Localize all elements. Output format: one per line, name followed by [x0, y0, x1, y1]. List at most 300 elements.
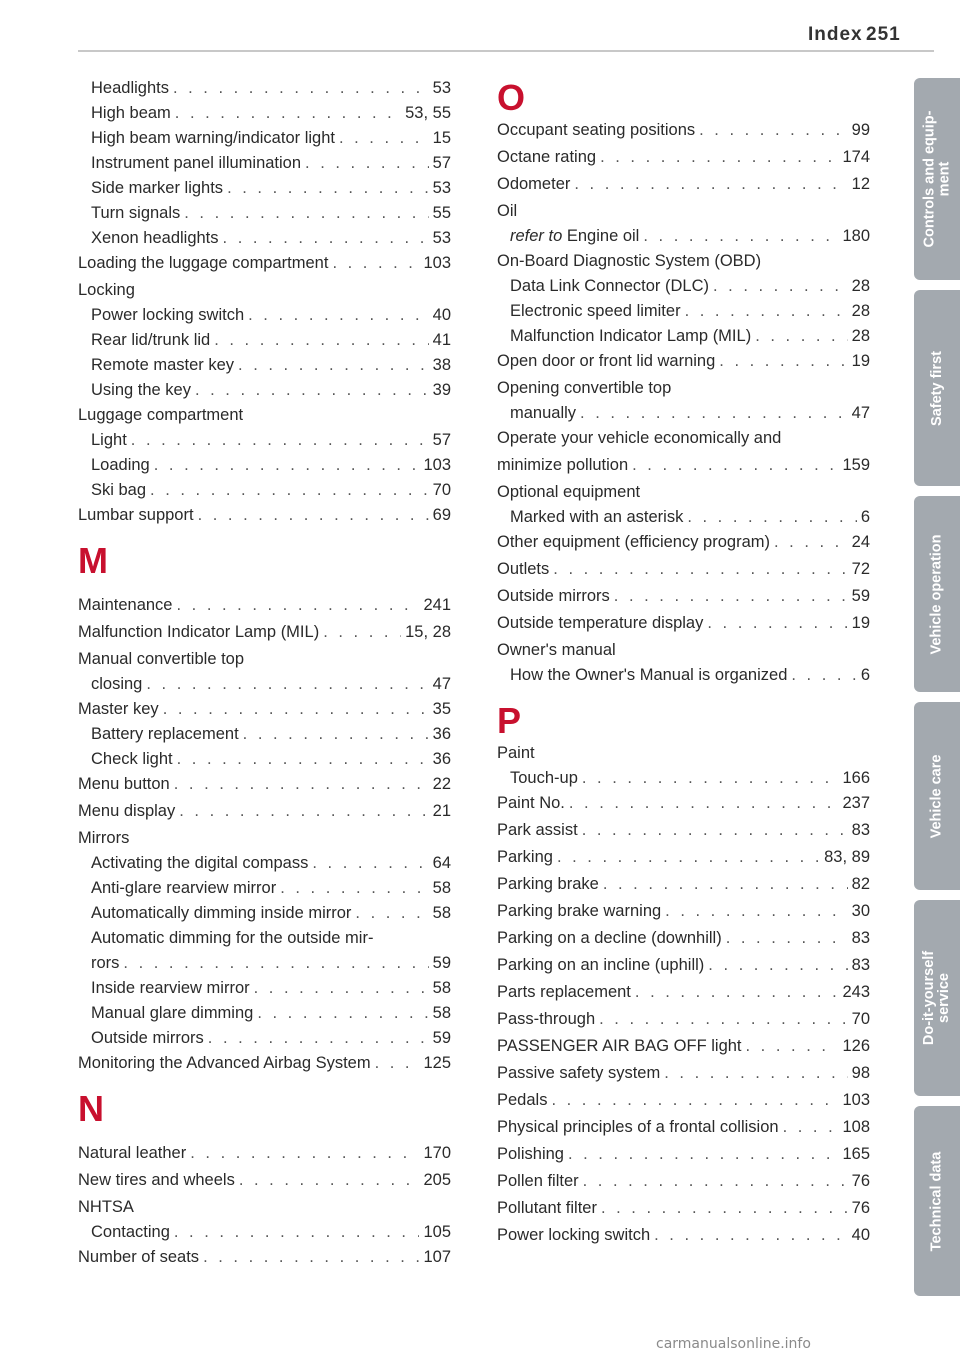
page-reference: 57: [432, 154, 451, 172]
page-reference: 41: [432, 331, 451, 349]
index-entry: [497, 349, 870, 374]
index-entry: [497, 791, 870, 816]
page-reference: 76: [851, 1172, 870, 1190]
dot-leader: [687, 505, 856, 530]
dot-leader: [553, 557, 847, 582]
index-entry: [497, 872, 870, 897]
page-reference: 83: [851, 821, 870, 839]
dot-leader: [174, 1220, 420, 1245]
page-reference: 47: [851, 404, 870, 422]
entry-term: Inside rearview mirror: [91, 979, 250, 997]
page-reference: 30: [851, 902, 870, 920]
dot-leader: [783, 1115, 839, 1140]
page-reference: 59: [851, 587, 870, 605]
entry-term: High beam warning/indicator light: [91, 129, 335, 147]
section-tab-label: Do-it-yourself service: [921, 950, 952, 1046]
page-reference: 70: [851, 1010, 870, 1028]
index-entry: [497, 611, 870, 636]
index-entry: [497, 1196, 870, 1221]
entry-term: Number of seats: [78, 1248, 200, 1266]
index-subentry: [78, 1220, 451, 1245]
page-number: 251: [866, 24, 901, 45]
entry-term: Malfunction Indicator Lamp (MIL): [510, 327, 752, 345]
entry-term: Automatically dimming inside mirror: [91, 904, 352, 922]
section-tab-5[interactable]: [914, 900, 960, 1096]
dot-leader: [214, 328, 428, 353]
page-reference: 21: [432, 802, 451, 820]
dot-leader: [339, 126, 429, 151]
index-subentry: [78, 76, 451, 101]
page-reference: 58: [432, 879, 451, 897]
entry-term: Luggage compartment: [78, 406, 244, 424]
index-subentry: [78, 747, 451, 772]
index-subentry: [497, 401, 870, 426]
page-reference: 28: [851, 302, 870, 320]
entry-term: High beam: [91, 104, 171, 122]
entry-term: Parking on a decline (downhill): [497, 929, 722, 947]
index-entry: [497, 1061, 870, 1086]
page-reference: 19: [851, 614, 870, 632]
index-entry: [78, 772, 451, 797]
index-entry: [78, 503, 451, 528]
dot-leader: [603, 872, 848, 897]
dot-leader: [243, 722, 429, 747]
entry-term: Touch-up: [510, 769, 578, 787]
page-reference: 15, 28: [405, 623, 451, 641]
page-reference: 72: [851, 560, 870, 578]
index-entry: [497, 953, 870, 978]
page-reference: 108: [842, 1118, 870, 1136]
index-entry: [497, 1007, 870, 1032]
page-reference: 22: [432, 775, 451, 793]
index-subentry: [78, 378, 451, 403]
page-reference: 35: [432, 700, 451, 718]
entry-term: Natural leather: [78, 1144, 187, 1162]
index-entry: [497, 899, 870, 924]
header-title: Index: [808, 24, 863, 45]
page-reference: 19: [851, 352, 870, 370]
dot-leader: [203, 1245, 419, 1270]
index-entry: [78, 1168, 451, 1193]
entry-term: Operate your vehicle economically and: [497, 429, 782, 447]
dot-leader: [664, 1061, 847, 1086]
entry-term: Octane rating: [497, 148, 597, 166]
entry-term: Pollutant filter: [497, 1199, 597, 1217]
entry-term: PASSENGER AIR BAG OFF light: [497, 1037, 742, 1055]
entry-term: Loading: [91, 456, 150, 474]
entry-term: Master key: [78, 700, 159, 718]
entry-term: Rear lid/trunk lid: [91, 331, 211, 349]
entry-term: Manual convertible top: [78, 650, 245, 668]
page-reference: 12: [851, 175, 870, 193]
index-entry: [497, 376, 870, 401]
page-reference: 40: [851, 1226, 870, 1244]
entry-term: Owner's manual: [497, 641, 616, 659]
section-tab-label: Controls and equip- ment: [921, 110, 952, 248]
index-entry: [497, 980, 870, 1005]
index-subentry: [78, 353, 451, 378]
entry-term: Outlets: [497, 560, 550, 578]
page-reference: 40: [432, 306, 451, 324]
dot-leader: [175, 101, 401, 126]
entry-term: Light: [91, 431, 127, 449]
entry-term: Side marker lights: [91, 179, 224, 197]
index-entry: [497, 249, 870, 274]
entry-term: Data Link Connector (DLC): [510, 277, 709, 295]
index-subentry: [78, 151, 451, 176]
section-tab-2[interactable]: [914, 290, 960, 486]
index-entry: [78, 620, 451, 645]
page-reference: 237: [842, 794, 870, 812]
section-tab-label: Vehicle operation: [928, 533, 945, 655]
dot-leader: [755, 324, 847, 349]
entry-term: Electronic speed limiter: [510, 302, 681, 320]
entry-term: Menu button: [78, 775, 170, 793]
dot-leader: [551, 1088, 838, 1113]
entry-term: Locking: [78, 281, 135, 299]
entry-term: closing: [91, 675, 143, 693]
index-subentry: [78, 303, 451, 328]
dot-leader: [708, 953, 847, 978]
page-reference: 69: [432, 506, 451, 524]
index-subentry: [497, 274, 870, 299]
index-entry: [78, 593, 451, 618]
dot-leader: [707, 611, 847, 636]
index-subentry: [78, 722, 451, 747]
dot-leader: [312, 851, 428, 876]
dot-leader: [198, 503, 429, 528]
page-reference: 103: [423, 254, 451, 272]
dot-leader: [227, 176, 429, 201]
dot-leader: [375, 1051, 420, 1076]
page-reference: 98: [851, 1064, 870, 1082]
page-reference: 28: [851, 327, 870, 345]
page-reference: 165: [842, 1145, 870, 1163]
dot-leader: [239, 1168, 420, 1193]
dot-leader: [190, 1141, 419, 1166]
index-entry: [497, 1169, 870, 1194]
page-reference: 83: [851, 929, 870, 947]
dot-leader: [248, 303, 429, 328]
dot-leader: [195, 378, 429, 403]
page-reference: 53: [432, 179, 451, 197]
entry-term: Malfunction Indicator Lamp (MIL): [78, 623, 320, 641]
entry-term: Paint No.: [497, 794, 565, 812]
entry-term: Park assist: [497, 821, 578, 839]
dot-leader: [713, 274, 848, 299]
index-entry: [497, 1088, 870, 1113]
dot-leader: [614, 584, 848, 609]
dot-leader: [719, 349, 847, 374]
index-subentry: [497, 505, 870, 530]
dot-leader: [774, 530, 848, 555]
index-subentry: [78, 201, 451, 226]
index-subentry: [78, 226, 451, 251]
dot-leader: [150, 478, 429, 503]
page-reference: 105: [423, 1223, 451, 1241]
watermark: carmanualsonline.info: [656, 1336, 811, 1352]
index-entry: [78, 1141, 451, 1166]
index-subentry: [78, 851, 451, 876]
entry-term: Optional equipment: [497, 483, 641, 501]
dot-leader: [699, 118, 848, 143]
index-subentry: [78, 453, 451, 478]
entry-term: Check light: [91, 750, 173, 768]
entry-term: Parking brake warning: [497, 902, 662, 920]
entry-term: manually: [510, 404, 577, 422]
page-reference: 83: [851, 956, 870, 974]
dot-leader: [208, 1026, 429, 1051]
page-reference: 36: [432, 725, 451, 743]
entry-term: Headlights: [91, 79, 169, 97]
entry-term: Opening convertible top: [497, 379, 672, 397]
entry-term: Loading the luggage compartment: [78, 254, 329, 272]
index-entry: [497, 172, 870, 197]
index-entry: [497, 1142, 870, 1167]
section-tab-6[interactable]: [914, 1106, 960, 1296]
index-entry: [78, 647, 451, 672]
index-entry: [497, 584, 870, 609]
index-entry: [497, 926, 870, 951]
entry-term: Physical principles of a frontal collision: [497, 1118, 779, 1136]
index-entry: [78, 799, 451, 824]
page-reference: 70: [432, 481, 451, 499]
section-tab-1[interactable]: [914, 78, 960, 280]
index-subentry: [497, 299, 870, 324]
index-subentry: [78, 672, 451, 697]
cross-reference-target: Engine oil: [566, 227, 640, 245]
page-reference: 107: [423, 1248, 451, 1266]
index-subentry: [78, 328, 451, 353]
page-reference: 82: [851, 875, 870, 893]
section-letter-m: M: [78, 540, 108, 581]
page-reference: 64: [432, 854, 451, 872]
dot-leader: [746, 1034, 839, 1059]
dot-leader: [254, 976, 429, 1001]
index-entry: [78, 403, 451, 428]
entry-term: Anti-glare rearview mirror: [91, 879, 277, 897]
entry-term: Outside temperature display: [497, 614, 704, 632]
index-entry: [497, 426, 870, 451]
section-tab-label: Technical data: [928, 1151, 945, 1251]
entry-term: Marked with an asterisk: [510, 508, 684, 526]
entry-term: minimize pollution: [497, 456, 629, 474]
page-reference: 180: [842, 227, 870, 245]
entry-term: Parts replacement: [497, 983, 631, 1001]
page-reference: 83, 89: [824, 848, 870, 866]
page-reference: 6: [860, 666, 870, 684]
index-subentry: [497, 324, 870, 349]
entry-term: How the Owner's Manual is organized: [510, 666, 788, 684]
entry-term: NHTSA: [78, 1198, 134, 1216]
index-entry: [497, 118, 870, 143]
header-rule: [78, 50, 934, 52]
entry-term: Outside mirrors: [497, 587, 610, 605]
entry-term: Power locking switch: [497, 1226, 651, 1244]
page-reference: 58: [432, 1004, 451, 1022]
index-entry: [78, 1245, 451, 1270]
index-subentry: [78, 926, 451, 951]
index-entry: [497, 530, 870, 555]
index-entry: [497, 1034, 870, 1059]
dot-leader: [163, 697, 429, 722]
page-reference: 55: [432, 204, 451, 222]
section-letter-n: N: [78, 1088, 104, 1129]
dot-leader: [238, 353, 429, 378]
index-entry: [497, 741, 870, 766]
entry-term: Using the key: [91, 381, 191, 399]
entry-term: Xenon headlights: [91, 229, 219, 247]
entry-term: Contacting: [91, 1223, 170, 1241]
page-reference: 39: [432, 381, 451, 399]
page-reference: 170: [423, 1144, 451, 1162]
page-reference: 126: [842, 1037, 870, 1055]
dot-leader: [632, 453, 838, 478]
index-subentry: [78, 1026, 451, 1051]
page-reference: 243: [842, 983, 870, 1001]
page-reference: 47: [432, 675, 451, 693]
page-reference: 59: [432, 954, 451, 972]
index-subentry: [78, 478, 451, 503]
index-entry: [497, 145, 870, 170]
page-reference: 76: [851, 1199, 870, 1217]
page-reference: 103: [842, 1091, 870, 1109]
entry-term: Monitoring the Advanced Airbag System: [78, 1054, 371, 1072]
entry-term: Instrument panel illumination: [91, 154, 302, 172]
page-reference: 53: [432, 229, 451, 247]
entry-term: Ski bag: [91, 481, 147, 499]
entry-term: Pass-through: [497, 1010, 596, 1028]
dot-leader: [582, 818, 848, 843]
dot-leader: [791, 663, 856, 688]
page-reference: 99: [851, 121, 870, 139]
page-reference: 205: [423, 1171, 451, 1189]
entry-term: Parking brake: [497, 875, 599, 893]
entry-term: rors: [91, 954, 120, 972]
section-tab-label: Safety first: [928, 350, 945, 426]
dot-leader: [146, 672, 428, 697]
index-subentry: [78, 876, 451, 901]
index-subentry: [78, 428, 451, 453]
page-reference: 15: [432, 129, 451, 147]
index-entry: [497, 1223, 870, 1248]
page-reference: 174: [842, 148, 870, 166]
dot-leader: [179, 799, 428, 824]
index-entry: [78, 278, 451, 303]
entry-term: Lumbar support: [78, 506, 194, 524]
dot-leader: [568, 1142, 839, 1167]
section-letter-p: P: [497, 700, 522, 741]
dot-leader: [131, 428, 429, 453]
index-entry: [497, 638, 870, 663]
dot-leader: [580, 401, 848, 426]
page-reference: 28: [851, 277, 870, 295]
dot-leader: [173, 76, 429, 101]
entry-term: Other equipment (efficiency program): [497, 533, 770, 551]
entry-term: Passive safety system: [497, 1064, 661, 1082]
entry-term: Outside mirrors: [91, 1029, 204, 1047]
dot-leader: [643, 224, 838, 249]
dot-leader: [599, 1007, 848, 1032]
entry-term: Open door or front lid warning: [497, 352, 716, 370]
section-tab-4[interactable]: [914, 702, 960, 890]
dot-leader: [174, 772, 429, 797]
page-reference: 38: [432, 356, 451, 374]
dot-leader: [123, 951, 428, 976]
page-reference: 166: [842, 769, 870, 787]
index-subentry: [497, 224, 870, 249]
entry-term: Paint: [497, 744, 535, 762]
entry-term: Mirrors: [78, 829, 130, 847]
index-entry: [78, 251, 451, 276]
entry-term: New tires and wheels: [78, 1171, 235, 1189]
index-entry: [78, 1051, 451, 1076]
entry-term: Remote master key: [91, 356, 235, 374]
section-letter-o: O: [497, 77, 526, 118]
section-tab-label: Vehicle care: [928, 754, 945, 838]
entry-term: Automatic dimming for the outside mir-: [91, 929, 374, 947]
index-subentry: [497, 766, 870, 791]
index-subentry: [497, 663, 870, 688]
entry-term: Oil: [497, 202, 518, 220]
entry-term: Maintenance: [78, 596, 173, 614]
page-reference: 159: [842, 456, 870, 474]
dot-leader: [654, 1223, 848, 1248]
dot-leader: [305, 151, 429, 176]
page-reference: 58: [432, 979, 451, 997]
index-entry: [497, 818, 870, 843]
cross-reference-prefix: refer to: [510, 227, 563, 245]
entry-term: Parking: [497, 848, 553, 866]
dot-leader: [583, 1169, 848, 1194]
entry-term: Activating the digital compass: [91, 854, 309, 872]
index-entry: [78, 697, 451, 722]
index-entry: [497, 199, 870, 224]
dot-leader: [601, 1196, 848, 1221]
index-entry: [497, 557, 870, 582]
page-reference: 59: [432, 1029, 451, 1047]
index-subentry: [78, 951, 451, 976]
dot-leader: [154, 453, 420, 478]
page-reference: 6: [860, 508, 870, 526]
index-entry: [497, 480, 870, 505]
entry-term: Pollen filter: [497, 1172, 579, 1190]
index-subentry: [78, 1001, 451, 1026]
dot-leader: [323, 620, 401, 645]
page-reference: 125: [423, 1054, 451, 1072]
page-reference: 58: [432, 904, 451, 922]
page-reference: 53: [432, 79, 451, 97]
entry-term: Manual glare dimming: [91, 1004, 254, 1022]
page-reference: 57: [432, 431, 451, 449]
dot-leader: [557, 845, 820, 870]
dot-leader: [355, 901, 428, 926]
dot-leader: [280, 876, 428, 901]
dot-leader: [635, 980, 839, 1005]
dot-leader: [685, 299, 848, 324]
dot-leader: [574, 172, 847, 197]
entry-term: Polishing: [497, 1145, 564, 1163]
page-reference: 53, 55: [405, 104, 451, 122]
index-subentry: [78, 901, 451, 926]
page-reference: 241: [423, 596, 451, 614]
dot-leader: [332, 251, 419, 276]
index-entry: [78, 826, 451, 851]
entry-term: Power locking switch: [91, 306, 245, 324]
section-tab-3[interactable]: [914, 496, 960, 692]
index-subentry: [78, 976, 451, 1001]
dot-leader: [184, 201, 428, 226]
